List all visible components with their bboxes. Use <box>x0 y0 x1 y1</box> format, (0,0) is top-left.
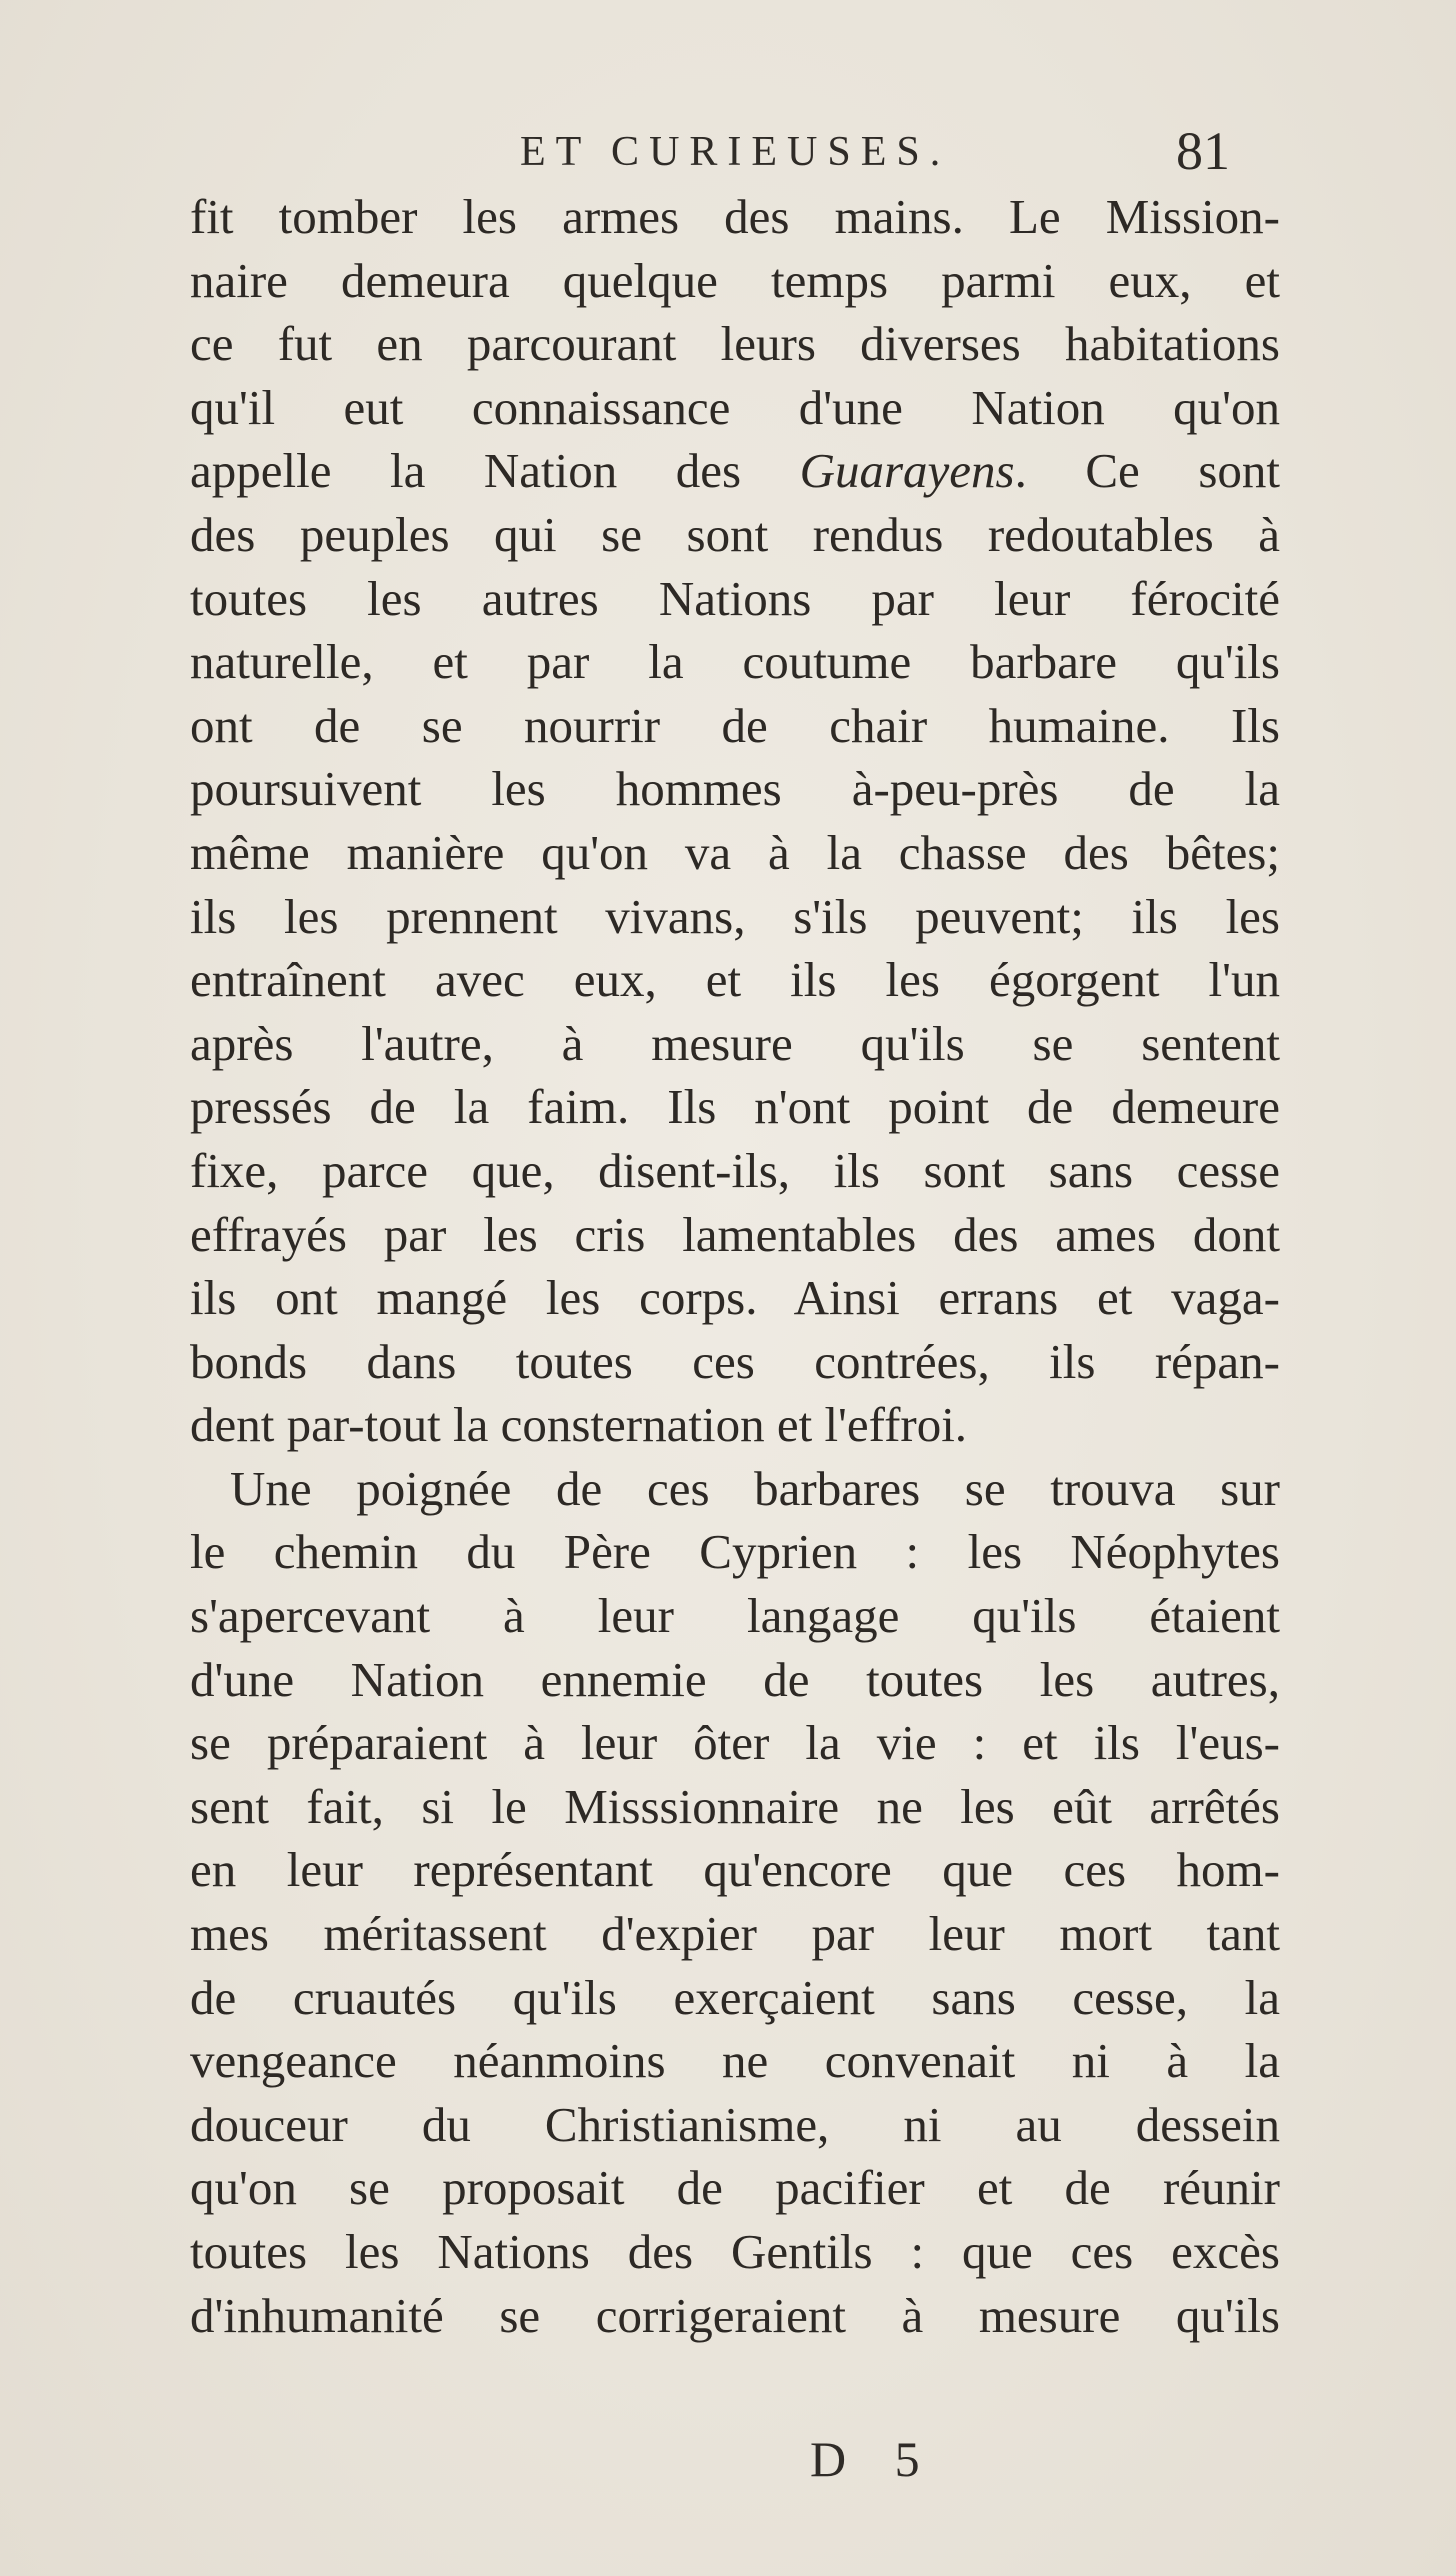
text-line: même manière qu'on va à la chasse des bêtes; <box>190 824 1280 880</box>
text-line-end: . Ce sont <box>1014 443 1280 499</box>
text-line: naturelle, et par la coutume barbare qu'ils <box>190 634 1280 690</box>
text-line: ils ont mangé les corps. Ainsi errans et vaga- <box>190 1270 1280 1326</box>
text-line: sent fait, si le Misssionnaire ne les eût arrêtés <box>190 1778 1280 1834</box>
page-header <box>190 120 1270 190</box>
signature-mark: D 5 <box>810 2431 938 2487</box>
text-line: d'une Nation ennemie de toutes les autres, <box>190 1651 1280 1707</box>
text-line: qu'on se proposait de pacifier et de réunir <box>190 2160 1280 2216</box>
text-line: de cruautés qu'ils exerçaient sans cesse, la <box>190 1969 1280 2025</box>
text-line: toutes les Nations des Gentils : que ces excès <box>190 2224 1280 2279</box>
text-line <box>190 439 1280 503</box>
text-line: ont de se nourrir de chair humaine. Ils <box>190 697 1280 753</box>
text-line: douceur du Christianisme, ni au dessein <box>190 2096 1280 2152</box>
text-line: fit tomber les armes des mains. Le Mission- <box>190 189 1280 244</box>
nation-name: Guarayens <box>799 443 1015 499</box>
text-line: pressés de la faim. Ils n'ont point de demeure <box>190 1079 1280 1135</box>
text-line: effrayés par les cris lamentables des ames dont <box>190 1206 1280 1262</box>
text-line: mes méritassent d'expier par leur mort tant <box>190 1906 1280 1962</box>
text-line-start: appelle la Nation des <box>190 443 800 499</box>
text-line: le chemin du Père Cyprien : les Néophytes <box>190 1524 1280 1580</box>
text-line: d'inhumanité se corrigeraient à mesure qu'ils <box>190 2287 1280 2343</box>
page-number: 81 <box>1176 121 1230 181</box>
text-line: fixe, parce que, disent-ils, ils sont sans cesse <box>190 1142 1280 1198</box>
text-line: entraînent avec eux, et ils les égorgent l'un <box>190 952 1280 1008</box>
text-line: qu'il eut connaissance d'une Nation qu'on <box>190 379 1280 435</box>
text-line: Une poignée de ces barbares se trouva sur <box>230 1460 1280 1516</box>
text-line: vengeance néanmoins ne convenait ni à la <box>190 2033 1280 2089</box>
text-line: se préparaient à leur ôter la vie : et ils l'eus- <box>190 1715 1280 1771</box>
text-line: en leur représentant qu'encore que ces hom- <box>190 1842 1280 1898</box>
text-line: ils les prennent vivans, s'ils peuvent; ils les <box>190 888 1280 944</box>
text-line: poursuivent les hommes à-peu-près de la <box>190 761 1280 817</box>
text-line: dent par-tout la consternation et l'effroi. <box>190 1397 968 1453</box>
running-title: ET CURIEUSES. <box>520 129 951 175</box>
body-text <box>190 185 1280 2347</box>
text-line: naire demeura quelque temps parmi eux, et <box>190 252 1280 308</box>
text-line: toutes les autres Nations par leur férocité <box>190 570 1280 626</box>
text-line: des peuples qui se sont rendus redoutables à <box>190 506 1280 562</box>
text-line: ce fut en parcourant leurs diverses habitations <box>190 316 1280 372</box>
text-line: bonds dans toutes ces contrées, ils répan- <box>190 1333 1280 1389</box>
text-line: s'apercevant à leur langage qu'ils étaient <box>190 1588 1280 1644</box>
text-line: après l'autre, à mesure qu'ils se sentent <box>190 1015 1280 1071</box>
